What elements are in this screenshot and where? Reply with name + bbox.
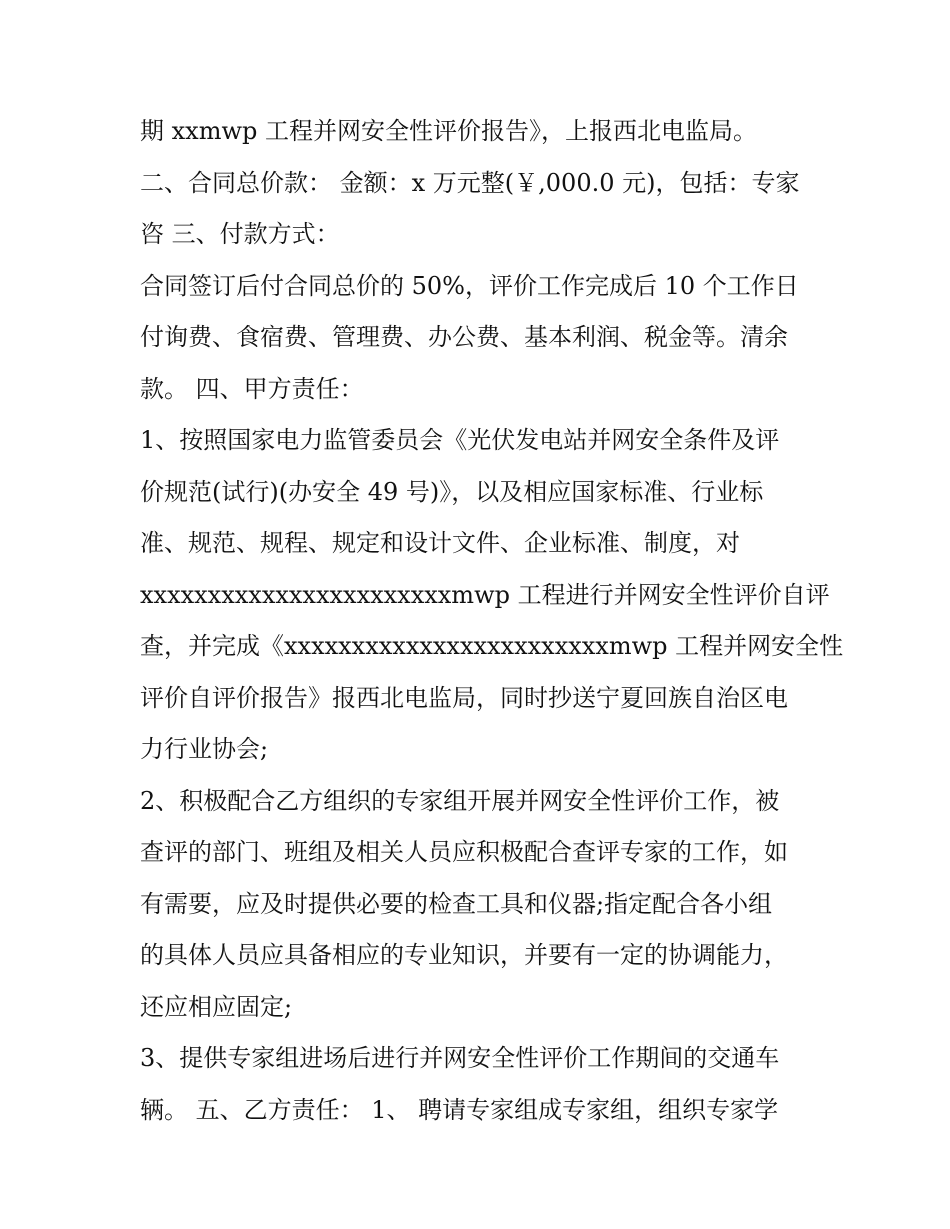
text-line: 3、提供专家组进场后进行并网安全性评价工作期间的交通车 [140,1044,780,1072]
text-line: 有需要，应及时提供必要的检查工具和仪器;指定配合各小组 [140,889,773,918]
text-line: 咨 三、付款方式： [140,220,340,248]
text-line: 力行业协会; [140,735,269,763]
text-line: 合同签订后付合同总价的 50%，评价工作完成后 10 个工作日 [140,271,799,300]
text-line: 价规范(试行)(办安全 49 号)》，以及相应国家标准、行业标 [140,477,764,506]
text-line: 查，并完成《xxxxxxxxxxxxxxxxxxxxxxxxmwp 工程并网安全性 [140,632,844,660]
text-line: xxxxxxxxxxxxxxxxxxxxxxxmwp 工程进行并网安全性评价自评 [140,580,830,609]
text-line: 准、规范、规程、规定和设计文件、企业标准、制度，对 [140,529,740,557]
text-line: 款。 四、甲方责任： [140,374,364,403]
text-line: 辆。 五、乙方责任： 1、 聘请专家组成专家组，组织专家学 [140,1095,779,1124]
text-line: 2、积极配合乙方组织的专家组开展并网安全性评价工作，被 [140,786,780,815]
text-line: 还应相应固定; [140,992,293,1021]
text-line: 1、按照国家电力监管委员会《光伏发电站并网安全条件及评 [140,426,780,454]
text-line: 二、合同总价款： 金额：x 万元整(￥,000.0 元)，包括：专家 [140,168,800,197]
text-line: 期 xxmwp 工程并网安全性评价报告》，上报西北电监局。 [140,117,757,145]
contract-text-body [140,106,844,1136]
text-line: 的具体人员应具备相应的专业知识，并要有一定的协调能力， [140,941,788,969]
text-line: 付询费、食宿费、管理费、办公费、基本利润、税金等。清余 [140,323,788,351]
text-line: 查评的部门、班组及相关人员应积极配合查评专家的工作，如 [140,838,788,866]
text-line: 评价自评价报告》报西北电监局，同时抄送宁夏回族自治区电 [140,683,788,712]
